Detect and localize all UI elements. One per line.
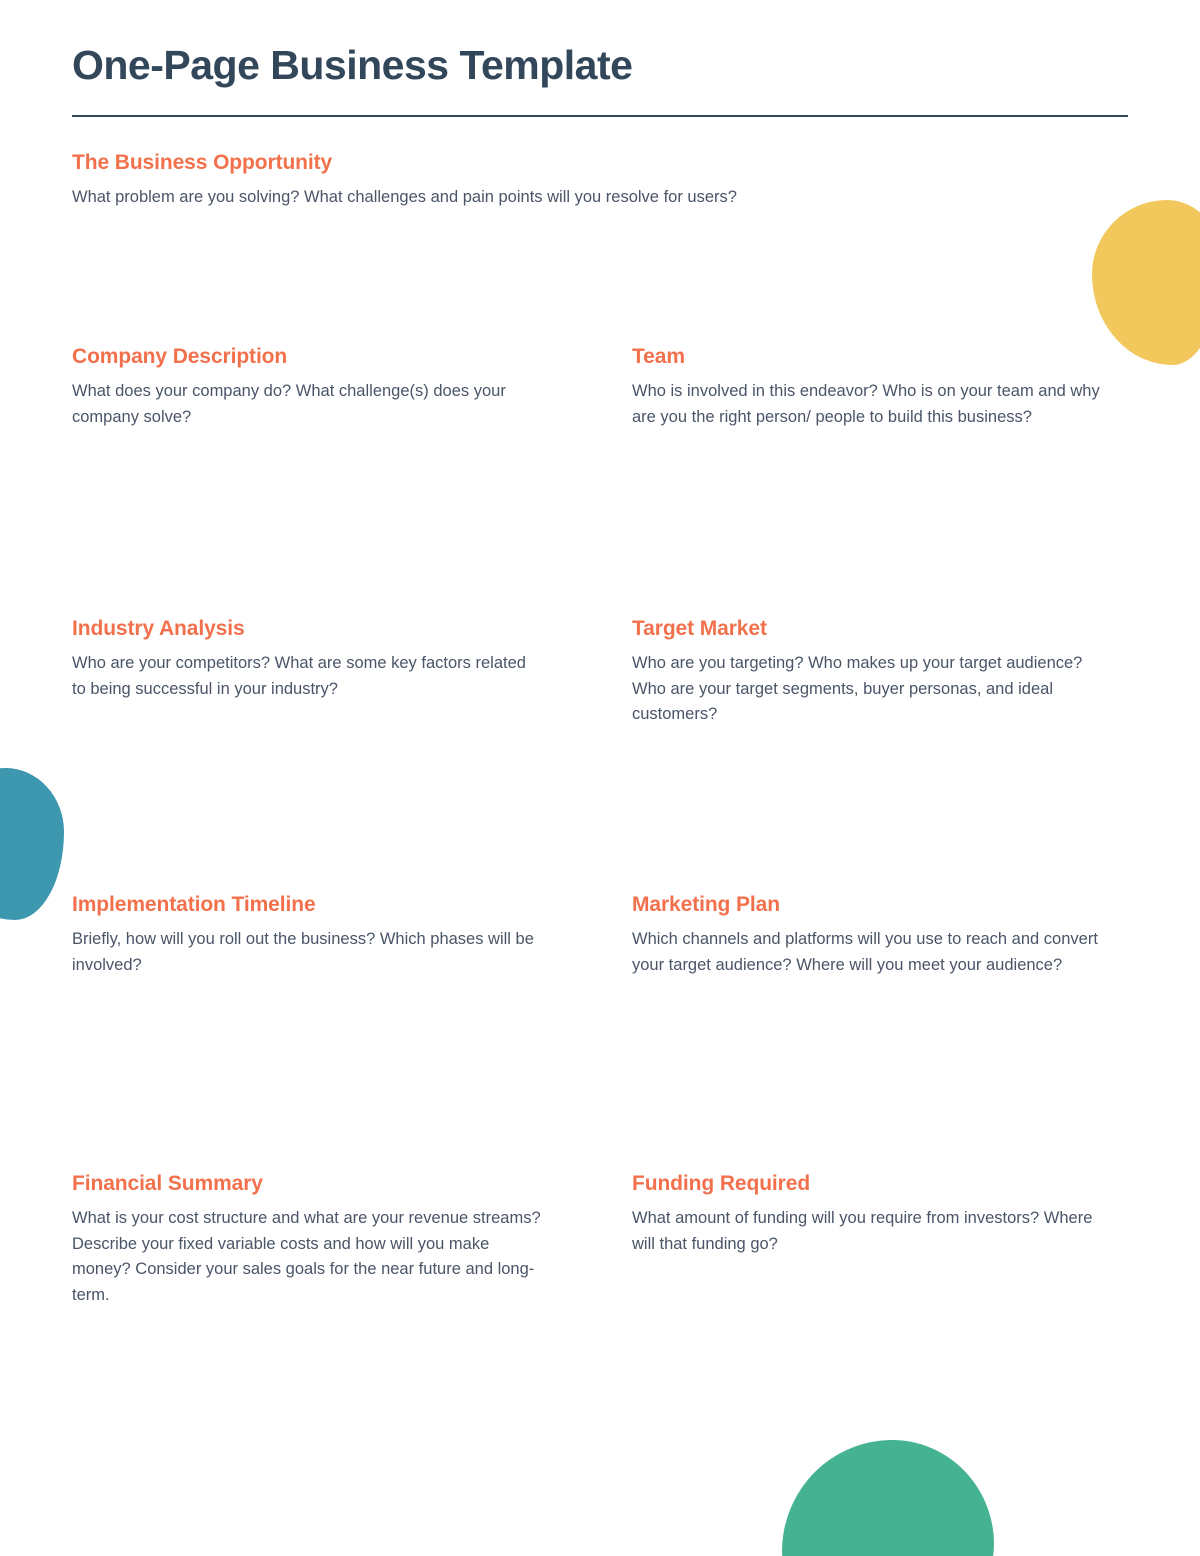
section-body: What amount of funding will you require from investors? Where will that funding go? xyxy=(632,1209,1093,1253)
section-industry-analysis xyxy=(72,617,552,893)
section-heading: Financial Summary xyxy=(72,1172,263,1195)
section-heading: Company Description xyxy=(72,345,288,368)
section-row-3 xyxy=(72,893,1128,1172)
section-heading: The Business Opportunity xyxy=(72,151,333,174)
section-company-description xyxy=(72,345,552,617)
section-heading: Marketing Plan xyxy=(632,893,780,916)
section-implementation-timeline xyxy=(72,893,552,1172)
section-business-opportunity xyxy=(72,151,1128,345)
section-body: Who are your competitors? What are some key factors related to being successful in your industry? xyxy=(72,654,526,698)
section-body: Briefly, how will you roll out the business? Which phases will be involved? xyxy=(72,930,534,974)
section-row-1 xyxy=(72,345,1128,617)
section-heading: Industry Analysis xyxy=(72,617,245,640)
section-heading: Implementation Timeline xyxy=(72,893,316,916)
section-target-market xyxy=(632,617,1112,893)
section-body: What is your cost structure and what are your revenue streams? Describe your fixed variable costs and how will you make money? Consider your sales goals for the near future and long-term. xyxy=(72,1209,541,1304)
section-financial-summary xyxy=(72,1172,552,1372)
title-divider xyxy=(72,115,1128,117)
green-blob-decoration xyxy=(782,1440,994,1556)
section-body: Which channels and platforms will you use to reach and convert your target audience? Where will you meet your audience? xyxy=(632,930,1098,974)
section-body: Who are you targeting? Who makes up your target audience? Who are your target segments, buyer personas, and ideal customers? xyxy=(632,654,1083,724)
section-marketing-plan xyxy=(632,893,1112,1172)
section-heading: Team xyxy=(632,345,685,368)
section-heading: Funding Required xyxy=(632,1172,811,1195)
section-heading: Target Market xyxy=(632,617,767,640)
section-funding-required xyxy=(632,1172,1112,1372)
section-body: What problem are you solving? What challenges and pain points will you resolve for users? xyxy=(72,188,737,206)
section-row-2 xyxy=(72,617,1128,893)
section-body: What does your company do? What challenge(s) does your company solve? xyxy=(72,382,506,426)
section-team xyxy=(632,345,1112,617)
section-body: Who is involved in this endeavor? Who is on your team and why are you the right person/ people to build this business? xyxy=(632,382,1100,426)
section-row-4 xyxy=(72,1172,1128,1372)
page-title: One-Page Business Template xyxy=(72,42,633,88)
